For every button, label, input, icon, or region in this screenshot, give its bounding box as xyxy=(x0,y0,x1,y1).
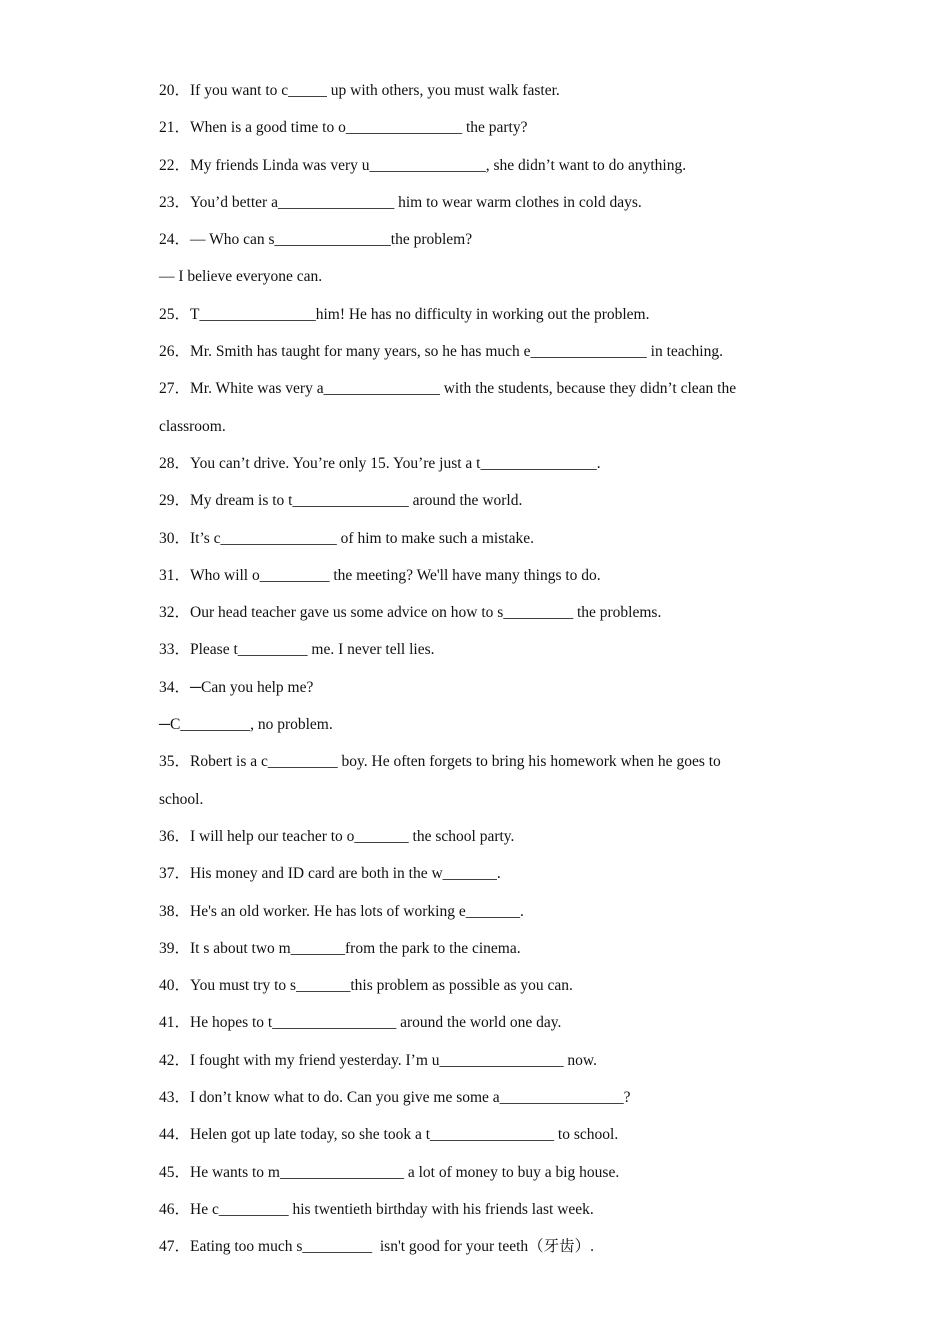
question-47: 47．Eating too much s_________ isn't good for your teeth（牙齿）. xyxy=(159,1238,595,1256)
question-28: 28．You can’t drive. You’re only 15. You’re just a t_______________. xyxy=(159,454,601,472)
question-31: 31．Who will o_________ the meeting? We'll have many things to do. xyxy=(159,566,601,584)
question-35: 35．Robert is a c_________ boy. He often forgets to bring his homework when he goes to xyxy=(159,753,721,771)
question-35-continued: school. xyxy=(159,790,204,808)
question-30: 30．It’s c_______________ of him to make such a mistake. xyxy=(159,529,534,547)
question-list xyxy=(159,78,799,1272)
question-24-answer: — I believe everyone can. xyxy=(159,268,323,286)
question-46: 46．He c_________ his twentieth birthday with his friends last week. xyxy=(159,1200,594,1218)
question-22: 22．My friends Linda was very u_______________, she didn’t want to do anything. xyxy=(159,156,687,174)
question-27-continued: classroom. xyxy=(159,417,226,435)
question-24: 24．— Who can s_______________the problem? xyxy=(159,231,473,249)
question-42: 42．I fought with my friend yesterday. I’m u________________ now. xyxy=(159,1051,597,1069)
question-43: 43．I don’t know what to do. Can you give me some a________________? xyxy=(159,1089,631,1107)
question-20: 20．If you want to c_____ up with others, you must walk faster. xyxy=(159,82,560,99)
question-26: 26．Mr. Smith has taught for many years, so he has much e_______________ in teaching. xyxy=(159,343,723,361)
question-36: 36．I will help our teacher to o_______ the school party. xyxy=(159,827,515,845)
question-45: 45．He wants to m________________ a lot of money to buy a big house. xyxy=(159,1163,620,1181)
question-38: 38．He's an old worker. He has lots of working e_______. xyxy=(159,902,524,920)
question-40: 40．You must try to s_______this problem as possible as you can. xyxy=(159,977,573,995)
question-23: 23．You’d better a_______________ him to wear warm clothes in cold days. xyxy=(159,193,642,211)
question-41: 41．He hopes to t________________ around the world one day. xyxy=(159,1014,562,1032)
question-34: 34．─Can you help me? xyxy=(159,678,314,696)
question-21: 21．When is a good time to o_______________ the party? xyxy=(159,119,528,137)
question-44: 44．Helen got up late today, so she took a t________________ to school. xyxy=(159,1126,619,1144)
question-37: 37．His money and ID card are both in the w_______. xyxy=(159,865,501,883)
question-29: 29．My dream is to t_______________ around the world. xyxy=(159,492,523,510)
question-32: 32．Our head teacher gave us some advice on how to s_________ the problems. xyxy=(159,604,662,622)
question-33: 33．Please t_________ me. I never tell lies. xyxy=(159,641,435,659)
question-27: 27．Mr. White was very a_______________ with the students, because they didn’t clean the xyxy=(159,380,737,398)
question-34-answer: ─C_________, no problem. xyxy=(159,716,333,734)
question-39: 39．It s about two m_______from the park to the cinema. xyxy=(159,939,521,957)
question-25: 25．T_______________him! He has no difficulty in working out the problem. xyxy=(159,305,650,323)
